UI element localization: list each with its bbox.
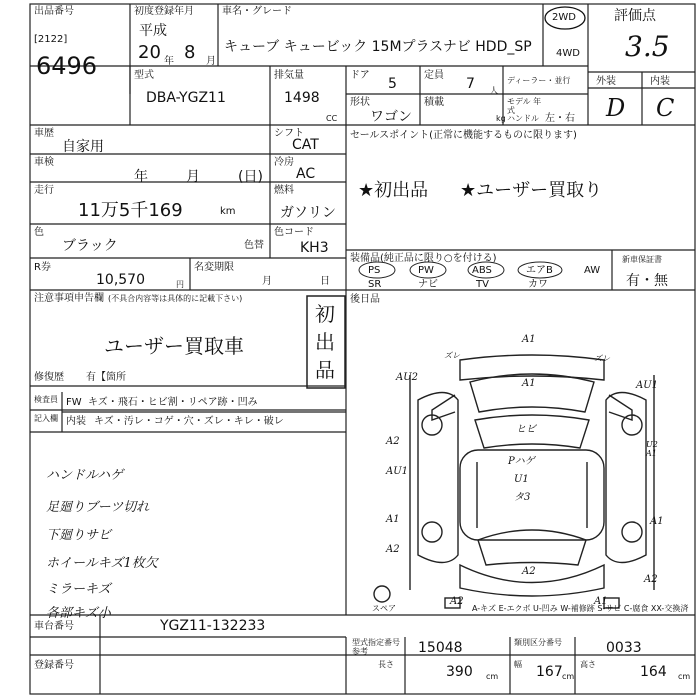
fuel-label: 燃料 xyxy=(274,185,294,196)
notes-main: ユーザー買取車 xyxy=(104,334,244,358)
handwritten-note-4: ホイールキズ1枚欠 xyxy=(46,556,158,571)
damage-legend: A-キズ E-エクボ U-凹み W-補修跡 S-サビ C-腐食 XX-交換済 xyxy=(472,604,689,613)
later-label: 後日品 xyxy=(350,294,380,305)
color-label: 色 xyxy=(34,227,44,238)
equip-navi: ナビ xyxy=(418,279,438,290)
lot-code: [2122] xyxy=(34,34,68,45)
equip-sr: SR xyxy=(368,279,382,290)
model: DBA-YGZ11 xyxy=(146,90,226,106)
recycle-label: R券 xyxy=(34,262,51,273)
handwritten-note-6: 各部キズ小 xyxy=(46,606,111,621)
doors-label: ドア xyxy=(350,70,370,81)
exterior-grade: D xyxy=(606,94,626,122)
repair-label: 修復歴 xyxy=(34,372,64,383)
mileage: 11万5千169 xyxy=(78,200,183,221)
reg-year: 20 xyxy=(138,42,161,63)
class-value: 0033 xyxy=(606,640,642,656)
handle-value: 左・右 xyxy=(545,113,575,124)
length-label: 長さ xyxy=(378,660,394,669)
mark-front-a1: A1 xyxy=(522,334,536,345)
height-label: 高さ xyxy=(580,660,596,669)
notes-sublabel: (不具合内容等は具体的に記載下さい) xyxy=(108,294,243,303)
km-unit: km xyxy=(220,206,236,217)
shift-label: シフト xyxy=(274,128,304,139)
mark-zure-right: ズレ xyxy=(594,354,610,363)
displacement-label: 排気量 xyxy=(274,70,304,81)
stamp-text: 初出品 xyxy=(315,302,335,382)
name-change-label: 名変期限 xyxy=(194,262,234,273)
equip-airbag: エアB xyxy=(526,265,553,276)
color-code: KH3 xyxy=(300,240,329,256)
equip-ps: PS xyxy=(368,265,381,276)
length: 390 xyxy=(446,664,473,680)
width-unit: cm xyxy=(562,672,575,681)
equip-abs: ABS xyxy=(472,265,492,276)
inspection-month: 月 xyxy=(186,169,200,185)
drive-2wd: 2WD xyxy=(552,12,576,23)
handwritten-note-1: ハンドルハゲ xyxy=(46,468,124,483)
mileage-label: 走行 xyxy=(34,185,54,196)
lot-label: 出品番号 xyxy=(34,6,74,17)
notes-label: 注意事項申告欄 xyxy=(34,293,104,304)
yen-unit: 円 xyxy=(176,280,184,289)
mark-roof-2: U1 xyxy=(514,474,529,485)
interior-grade: C xyxy=(656,94,675,122)
new-car-label: 新車保証書 xyxy=(622,255,662,264)
reg-month: 8 xyxy=(184,42,196,63)
repair-value: 有【箇所 xyxy=(86,372,126,383)
new-car-value: 有・無 xyxy=(626,273,668,289)
displacement: 1498 xyxy=(284,90,320,106)
name-change-day: 日 xyxy=(320,276,330,287)
ac-label: 冷房 xyxy=(274,157,294,168)
color-code-label: 色コード xyxy=(274,227,314,238)
person-unit: 人 xyxy=(490,86,498,95)
class-label: 類別区分番号 xyxy=(514,638,562,647)
length-unit: cm xyxy=(486,672,499,681)
type-label: 型式指定番号 xyxy=(352,638,400,647)
ac: AC xyxy=(296,166,316,182)
mark-au1-left: AU1 xyxy=(386,466,409,477)
mark-u2-a1: U2 A1 xyxy=(646,440,658,458)
inspector-fw: FW xyxy=(66,397,82,408)
sales-label: セールスポイント(正常に機能するものに限ります) xyxy=(350,130,577,141)
score: 3.5 xyxy=(625,30,670,63)
width: 167 xyxy=(536,664,563,680)
handwritten-note-2: 足廻りブーツ切れ xyxy=(46,500,150,515)
mark-a2-bottom-left: A2 xyxy=(450,596,464,607)
equip-leather: カワ xyxy=(528,279,548,290)
month-unit: 月 xyxy=(206,56,216,67)
spare-label: スペア xyxy=(372,604,396,613)
model-label: 型式 xyxy=(134,70,154,81)
width-label: 幅 xyxy=(514,660,522,669)
inspector-label-2: 記入欄 xyxy=(34,414,58,423)
equip-tv: TV xyxy=(476,279,489,290)
year-unit: 年 xyxy=(164,56,174,67)
chassis-label: 車台番号 xyxy=(34,621,74,632)
reg-year-label: 初度登録年月 xyxy=(134,6,194,17)
dealer-label: ディーラー・並行 xyxy=(507,76,571,85)
mark-a2-left: A2 xyxy=(386,436,400,447)
exterior-label: 外装 xyxy=(596,76,616,87)
mark-a1-bottom-right: A1 xyxy=(594,596,608,607)
mark-a1-left: A1 xyxy=(386,514,400,525)
shape-label: 形状 xyxy=(350,97,370,108)
kg-unit: kg xyxy=(496,114,506,123)
color-change: 色替 xyxy=(244,240,264,251)
drive-4wd: 4WD xyxy=(556,48,580,59)
mark-zure-left: ズレ xyxy=(444,351,460,360)
name-label: 車名・グレード xyxy=(222,6,292,17)
height: 164 xyxy=(640,664,667,680)
mark-rear-a2: A2 xyxy=(522,566,536,577)
doors: 5 xyxy=(388,76,397,92)
inspection-year: 年 xyxy=(134,169,148,185)
capacity: 7 xyxy=(466,76,475,92)
lot-number: 6496 xyxy=(36,52,98,80)
mark-hood-a1: A1 xyxy=(522,378,536,389)
recycle-value: 10,570 xyxy=(96,272,145,288)
equipment-label: 装備品(純正品に限り○を付ける) xyxy=(350,253,497,264)
inspector-row-1: キズ・飛石・ヒビ割・リペア跡・凹み xyxy=(88,397,258,408)
load-label: 積載 xyxy=(424,97,444,108)
equip-aw: AW xyxy=(584,265,601,276)
history-label: 車歴 xyxy=(34,128,54,139)
chassis: YGZ11-132233 xyxy=(160,618,266,634)
mark-roof-1: Pハゲ xyxy=(508,456,535,467)
shift: CAT xyxy=(292,137,319,153)
name-change-month: 月 xyxy=(262,276,272,287)
height-unit: cm xyxy=(678,672,691,681)
type-ref: 参考 xyxy=(352,647,368,656)
fuel: ガソリン xyxy=(280,205,336,221)
type-value: 15048 xyxy=(418,640,463,656)
handle-label: ハンドル xyxy=(507,114,539,123)
mark-roof-3: タ3 xyxy=(514,492,531,503)
sales-text-1: ★初出品 xyxy=(358,180,429,201)
shape: ワゴン xyxy=(370,109,412,125)
mark-a2-right: A2 xyxy=(644,574,658,585)
interior-label: 内装 xyxy=(650,76,670,87)
inspector-label-1: 検査員 xyxy=(34,395,58,404)
inspector-interior: 内装 xyxy=(66,416,86,427)
mark-a2-left-lower: A2 xyxy=(386,544,400,555)
handwritten-note-3: 下廻りサビ xyxy=(46,528,112,543)
mark-au2: AU2 xyxy=(396,372,419,383)
cc-unit: CC xyxy=(326,114,338,123)
reg-label: 登録番号 xyxy=(34,660,74,671)
handwritten-note-5: ミラーキズ xyxy=(46,582,111,597)
history-value: 自家用 xyxy=(62,139,104,155)
capacity-label: 定員 xyxy=(424,70,444,81)
mark-windshield: ヒビ xyxy=(516,424,536,435)
inspection-day: (日) xyxy=(238,169,263,185)
vehicle-name: キューブ キュービック 15Mプラスナビ HDD_SP xyxy=(224,39,532,55)
era: 平成 xyxy=(139,23,167,39)
inspector-row-2: キズ・汚レ・コゲ・穴・ズレ・キレ・破レ xyxy=(94,416,284,427)
mark-au1-right: AU1 xyxy=(636,380,659,391)
equip-pw: PW xyxy=(418,265,434,276)
mark-a1-right: A1 xyxy=(650,516,664,527)
sales-text-2: ★ユーザー買取り xyxy=(460,180,603,201)
score-label: 評価点 xyxy=(614,8,656,24)
inspection-label: 車検 xyxy=(34,157,54,168)
model-year-label: モデル 年式 xyxy=(507,97,542,115)
color: ブラック xyxy=(62,238,118,254)
